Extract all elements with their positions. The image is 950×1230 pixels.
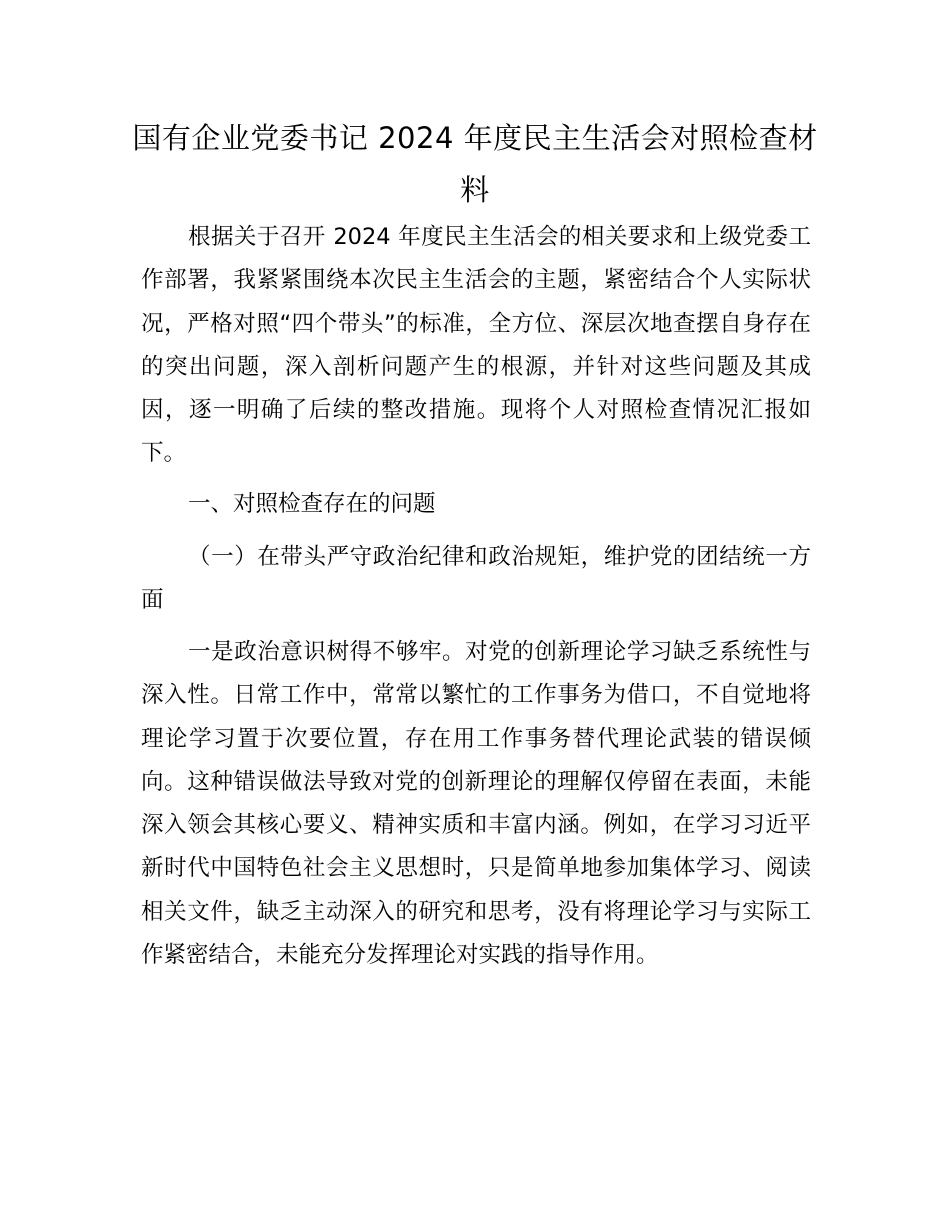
section-heading: 一、对照检查存在的问题 bbox=[188, 491, 436, 517]
body-paragraph: 一是政治意识树得不够牢。对党的创新理论学习缺乏系统性与深入性。日常工作中，常常以繁忙的工作事务为借口，不自觉地将理论学习置于次要位置，存在用工作事务替代理论武装的错误倾向。这种错误做法导致对党的创新理论的理解仅停留在表面，未能深入领会其核心要义、精神实质和丰富内涵。例如，在学习习近平新时代中国特色社会主义思想时，只是简单地参加集体学习、阅读相关文件，缺乏主动深入的研究和思考，没有将理论学习与实际工作紧密结合，未能充分发挥理论对实践的指导作用。 bbox=[141, 639, 811, 969]
subsection-heading: （一）在带头严守政治纪律和政治规矩，维护党的团结统一方面 bbox=[141, 544, 811, 614]
document-title: 国有企业党委书记 2024 年度民主生活会对照检查材料 bbox=[132, 121, 818, 207]
intro-paragraph: 根据关于召开 2024 年度民主生活会的相关要求和上级党委工作部署，我紧紧围绕本次民主生活会的主题，紧密结合个人实际状况，严格对照“四个带头”的标准，全方位、深层次地查摆自身存在的突出问题，深入剖析问题产生的根源，并针对这些问题及其成因，逐一明确了后续的整改措施。现将个人对照检查情况汇报如下。 bbox=[141, 224, 811, 467]
